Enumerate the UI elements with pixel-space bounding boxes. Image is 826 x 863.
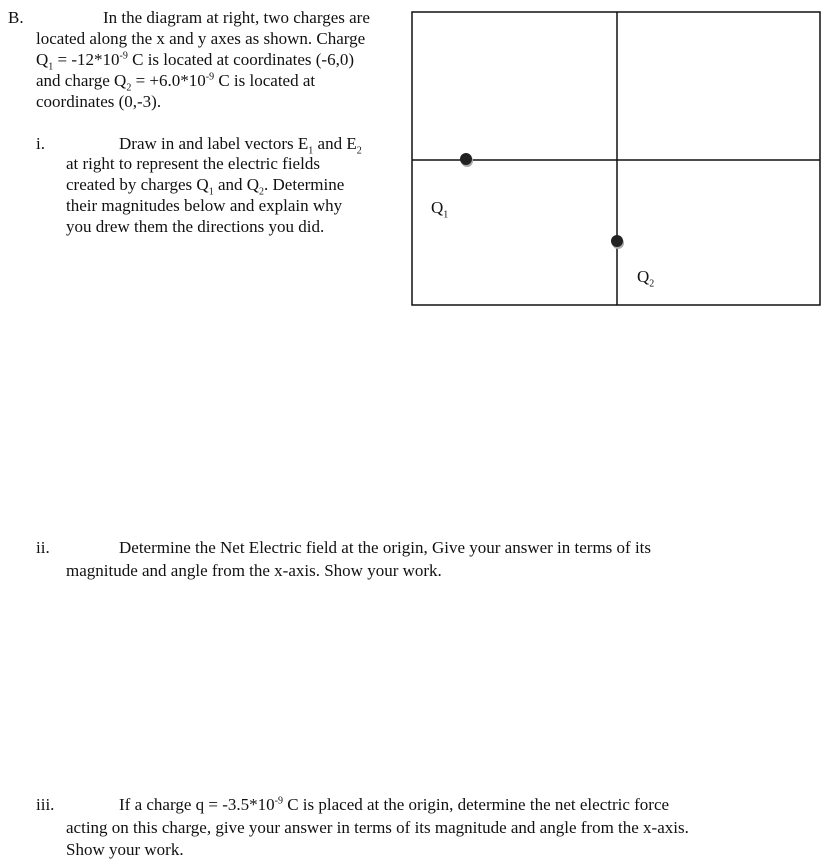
part-i-line-5: you drew them the directions you did. [66, 217, 325, 236]
text: and Q [213, 175, 260, 194]
text: Q [36, 50, 49, 69]
text: C is placed at the origin, determine the net electric force [282, 795, 670, 814]
text: = +6.0*10 [131, 71, 206, 90]
subscript: 2 [356, 145, 362, 157]
diagram-border [412, 12, 820, 305]
text: If a charge q = -3.5*10 [119, 795, 275, 814]
text: C is located at [214, 71, 316, 90]
subscript: 1 [48, 61, 54, 73]
part-iii-label: iii. [36, 795, 55, 814]
subscript: 2 [126, 82, 132, 94]
part-iii-line-1 [119, 795, 669, 815]
subscript: 2 [649, 278, 655, 290]
q1-label [431, 198, 449, 221]
part-iii-line-2: acting on this charge, give your answer in terms of its magnitude and angle from the x-axis. [66, 818, 689, 837]
text: . Determine [264, 175, 345, 194]
intro-line-1: In the diagram at right, two charges are [103, 8, 370, 27]
text: Q [637, 267, 650, 286]
part-i-line-4: their magnitudes below and explain why [66, 196, 343, 215]
text: created by charges Q [66, 175, 209, 194]
subscript: 1 [308, 145, 314, 157]
text: and E [313, 134, 357, 153]
text: and charge Q [36, 71, 127, 90]
text: Q [431, 198, 444, 217]
superscript: -9 [274, 795, 283, 807]
subscript: 1 [208, 186, 214, 198]
part-i-line-2: at right to represent the electric fields [66, 154, 320, 173]
q2-charge-dot [611, 235, 623, 247]
part-b-label: B. [8, 8, 24, 27]
superscript: -9 [119, 50, 128, 62]
subscript: 1 [443, 209, 449, 221]
text: C is located at coordinates (-6,0) [127, 50, 354, 69]
intro-line-2: located along the x and y axes as shown. Charge [36, 29, 366, 48]
coords-line: coordinates (0,-3). [36, 92, 162, 111]
part-ii-label: ii. [36, 538, 50, 557]
part-ii-line-1: Determine the Net Electric field at the origin, Give your answer in terms of its [119, 538, 652, 557]
text: = -12*10 [53, 50, 120, 69]
part-iii-line-3: Show your work. [66, 840, 184, 859]
q1-charge-dot [460, 153, 472, 165]
part-i-label: i. [36, 134, 45, 153]
q2-label [637, 267, 655, 290]
charge-diagram [0, 0, 826, 320]
superscript: -9 [205, 71, 215, 83]
subscript: 2 [259, 186, 265, 198]
text: Draw in and label vectors E [119, 134, 309, 153]
part-ii-line-2: magnitude and angle from the x-axis. Show your work. [66, 561, 442, 580]
